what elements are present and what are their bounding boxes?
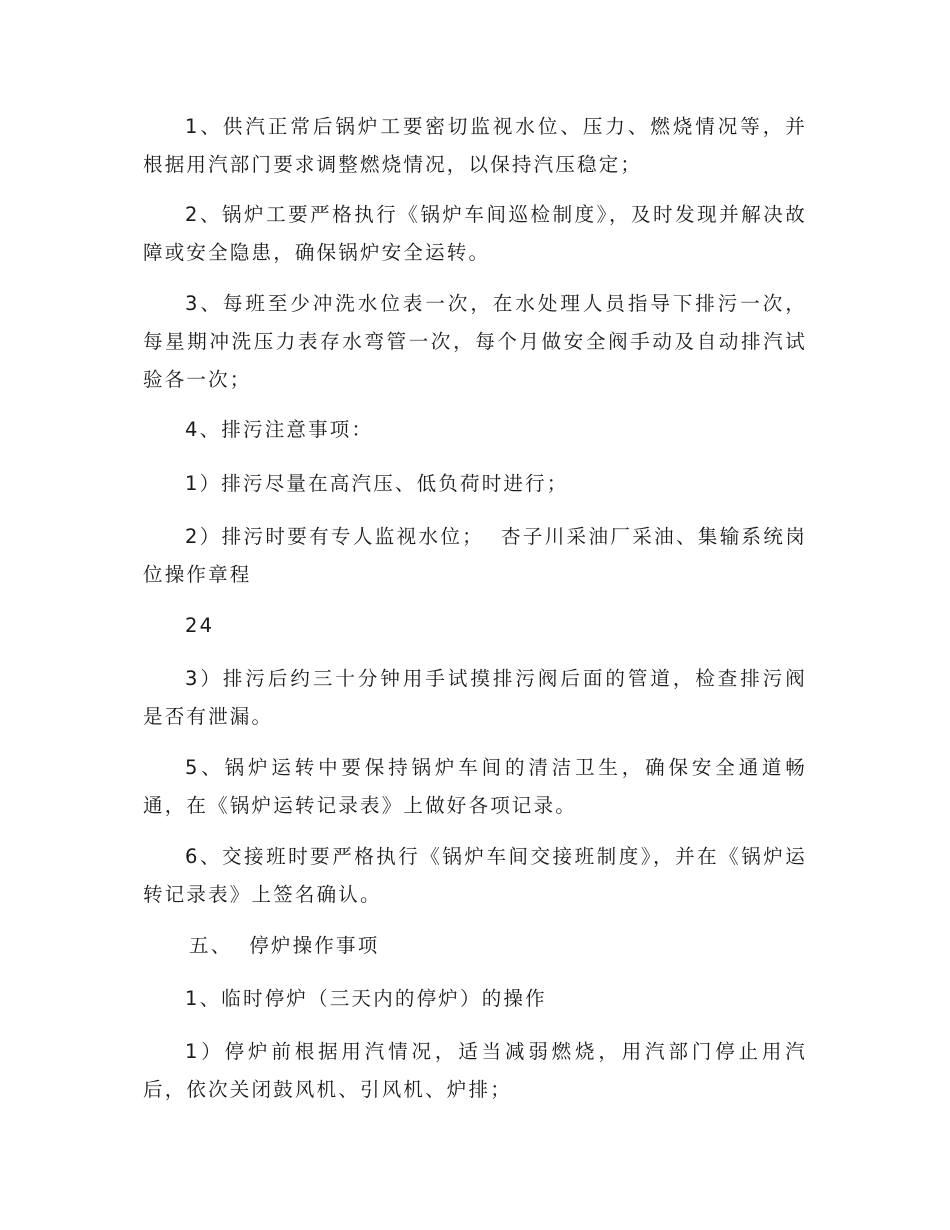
paragraph-6: 2）排污时要有专人监视水位； 杏子川采油厂采油、集输系统岗位操作章程 bbox=[143, 525, 807, 586]
paragraph-5: 1）排污尽量在高汽压、低负荷时进行； bbox=[185, 472, 569, 495]
paragraph-10: 1、临时停炉（三天内的停炉）的操作 bbox=[185, 987, 547, 1010]
paragraph-8: 5、锅炉运转中要保持锅炉车间的清洁卫生，确保安全通道畅通，在《锅炉运转记录表》上做好各项记录。 bbox=[143, 756, 807, 817]
section-heading: 五、 停炉操作事项 bbox=[189, 934, 380, 957]
paragraph-9: 6、交接班时要严格执行《锅炉车间交接班制度》，并在《锅炉运转记录表》上签名确认。 bbox=[143, 845, 807, 906]
paragraph-11: 1）停炉前根据用汽情况，适当减弱燃烧，用汽部门停止用汽后，依次关闭鼓风机、引风机、炉排； bbox=[143, 1040, 807, 1101]
paragraph-2: 2、锅炉工要严格执行《锅炉车间巡检制度》，及时发现并解决故障或安全隐患，确保锅炉安全运转。 bbox=[143, 203, 807, 264]
page-number: 24 bbox=[185, 614, 215, 637]
paragraph-7: 3）排污后约三十分钟用手试摸排污阀后面的管道，检查排污阀是否有泄漏。 bbox=[143, 667, 807, 728]
paragraph-3: 3、每班至少冲洗水位表一次，在水处理人员指导下排污一次，每星期冲洗压力表存水弯管一次，每个月做安全阀手动及自动排汽试验各一次； bbox=[143, 292, 807, 391]
paragraph-4: 4、排污注意事项： bbox=[185, 418, 374, 441]
paragraph-1: 1、供汽正常后锅炉工要密切监视水位、压力、燃烧情况等，并根据用汽部门要求调整燃烧情况，以保持汽压稳定； bbox=[143, 115, 807, 176]
